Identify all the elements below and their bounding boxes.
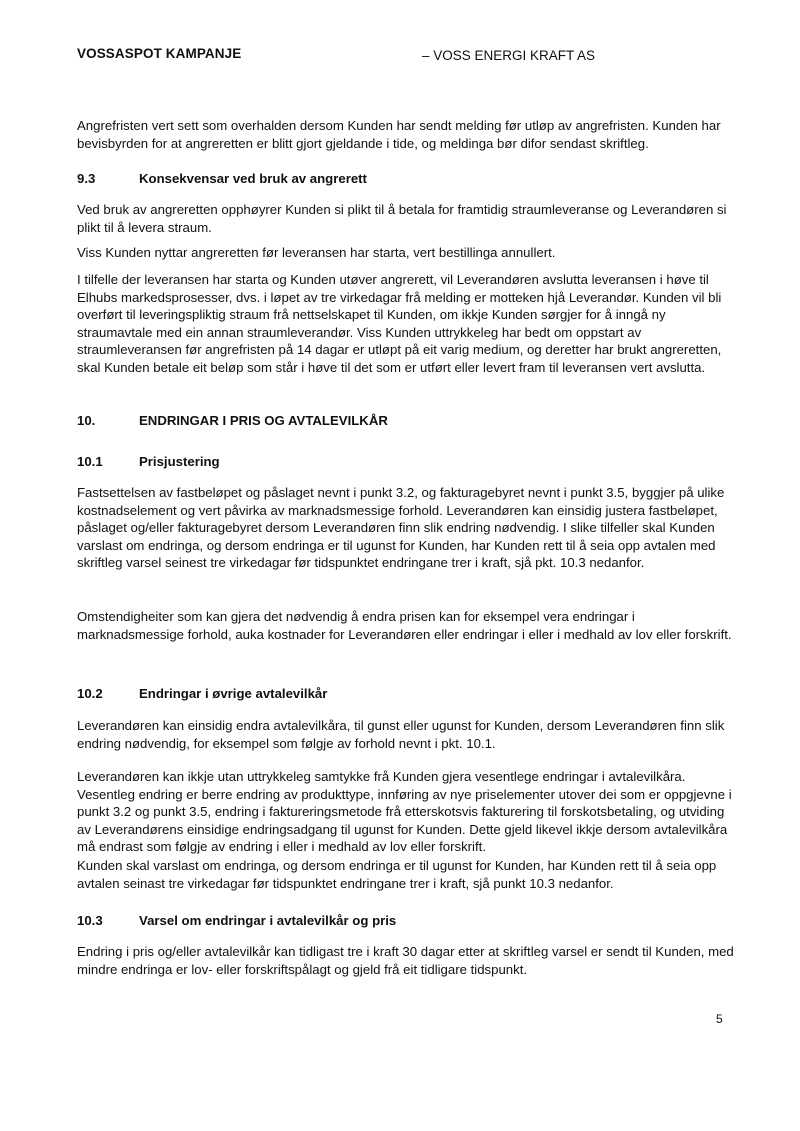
heading-10 (77, 412, 388, 430)
section-title: Varsel om endringar i avtalevilkår og pris (139, 913, 397, 928)
heading-10-2 (77, 685, 327, 703)
paragraph-varsel-tid: Endring i pris og/eller avtalevilkår kan tidligast tre i kraft 30 dagar etter at skriftleg varsel er sendt til Kunden, med mindre endringa er lov- eller forskriftspålagt og gjeld frå eit tidligare tidspunkt. (77, 944, 734, 977)
paragraph-leveranse-starta: I tilfelle der leveransen har starta og Kunden utøver angrerett, vil Leverandøren avslutta leveransen i høve til Elhubs markedsprosesser, dvs. i løpet av tre virkedagar frå melding er motteken hjå Leverandør. Kunden vil bli overført til leveringspliktig straum frå nettselskapet til Kunden, om ikkje Kunden sørgjer for å inngå ny straumavtale med ein annan straumleverandør. Viss Kunden uttrykkeleg har bedt om oppstart av straumleveransen før angrefristen på 14 dagar er utløpt på eit varig medium, og deretter har brukt angreretten, skal Kunden betale eit beløp som står i høve til det som er utført eller levert fram til leveransen vert avslutta. (77, 272, 722, 375)
section-title: Prisjustering (139, 454, 220, 469)
section-number: 10.3 (77, 913, 103, 928)
heading-9-3 (77, 170, 367, 188)
heading-10-1 (77, 453, 220, 471)
section-title: Endringar i øvrige avtalevilkår (139, 686, 328, 701)
paragraph-fastsettelse: Fastsettelsen av fastbeløpet og påslaget nevnt i punkt 3.2, og fakturagebyret nevnt i punkt 3.5, byggjer på ulike kostnadselement og vert påvirka av marknadsmessige forhold. Leverandøren kan einsidig justera fastbeløpet, påslaget og/eller fakturagebyret dersom Leverandøren finn slik endring nødvendig. I slike tilfeller skal Kunden varslast om endringa, og dersom endringa er til ugunst for Kunden, har Kunden rett til å seia opp avtalen med skriftleg varsel seinest tre virkedagar før tidspunktet endringane trer i kraft, sjå pkt. 10.3 nedanfor. (77, 485, 725, 571)
heading-10-3 (77, 912, 396, 930)
section-title: Konsekvensar ved bruk av angrerett (139, 171, 367, 186)
section-number: 10. (77, 413, 96, 428)
header-company: – VOSS ENERGI KRAFT AS (422, 48, 596, 63)
paragraph-omstendigheiter: Omstendigheiter som kan gjera det nødvendig å endra prisen kan for eksempel vera endringar i marknadsmessige forhold, auka kostnader for Leverandøren eller endringar i eller i medhald av lov eller forskrift. (77, 609, 732, 642)
section-title: ENDRINGAR I PRIS OG AVTALEVILKÅR (139, 413, 388, 428)
paragraph-angrefrist: Angrefristen vert sett som overhalden dersom Kunden har sendt melding før utløp av angrefristen. Kunden har bevisbyrden for at angreretten er blitt gjort gjeldande i tide, og meldinga bør difor sendast skriftleg. (77, 118, 721, 151)
section-number: 10.2 (77, 686, 103, 701)
paragraph-varslast: Kunden skal varslast om endringa, og dersom endringa er til ugunst for Kunden, har Kunden rett til å seia opp avtalen seinast tre virkedagar før tidspunktet endringane trer i kraft, sjå punkt 10.3 nedanfor. (77, 858, 717, 891)
paragraph-vesentleg-endring: Leverandøren kan ikkje utan uttrykkeleg samtykke frå Kunden gjera vesentlege endringar i avtalevilkåra. Vesentleg endring er berre endring av produkttype, innføring av nye priselementer utover dei som er oppgjevne i punkt 3.2 og punkt 3.5, endring i faktureringsmetode frå etterskotsvis fakturering til forskotsbetaling, og utviding av Leverandørens einsidige endringsadgang til ugunst for Kunden. Dette gjeld likevel ikkje dersom avtalevilkåra må endrast som følgje av endring i eller i medhald av lov eller forskrift. (77, 769, 732, 855)
page-number: 5 (716, 1012, 723, 1026)
paragraph-einsidig-endring: Leverandøren kan einsidig endra avtalevilkåra, til gunst eller ugunst for Kunden, dersom Leverandøren finn slik endring nødvendig, for eksempel som følgje av forhold nevnt i pkt. 10.1. (77, 718, 725, 751)
paragraph-annullert: Viss Kunden nyttar angreretten før leveransen har starta, vert bestillinga annullert. (77, 245, 556, 260)
paragraph-opphoyr: Ved bruk av angreretten opphøyrer Kunden si plikt til å betala for framtidig straumleveranse og Leverandøren si plikt til å levera straum. (77, 202, 727, 235)
header-title: VOSSASPOT KAMPANJE (77, 46, 242, 61)
section-number: 9.3 (77, 171, 96, 186)
section-number: 10.1 (77, 454, 103, 469)
